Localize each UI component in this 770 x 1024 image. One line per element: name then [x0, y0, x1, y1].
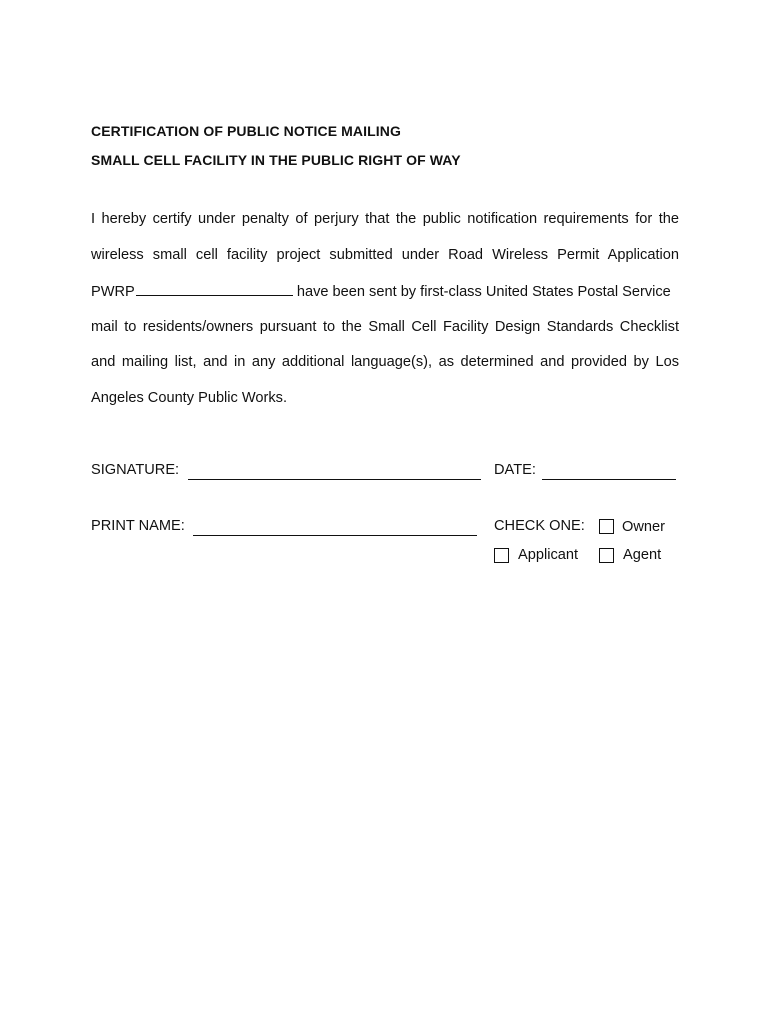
paragraph-line-permit: [91, 281, 679, 302]
print-name-label: PRINT NAME:: [91, 518, 185, 534]
paragraph-line: wireless small cell facility project submitted under Road Wireless Permit Application: [91, 247, 679, 263]
permit-prefix: PWRP: [91, 284, 135, 300]
paragraph-line: and mailing list, and in any additional language(s), as determined and provided by Los: [91, 354, 679, 370]
agent-checkbox[interactable]: [599, 548, 614, 563]
signature-field[interactable]: [188, 479, 481, 480]
paragraph-line: Angeles County Public Works.: [91, 390, 288, 406]
date-field[interactable]: [542, 479, 676, 480]
document-subtitle: SMALL CELL FACILITY IN THE PUBLIC RIGHT OF WAY: [91, 152, 461, 168]
applicant-checkbox[interactable]: [494, 548, 509, 563]
paragraph-text: have been sent by first-class United States Postal Service: [292, 284, 671, 300]
applicant-label: Applicant: [518, 547, 579, 563]
document-title: CERTIFICATION OF PUBLIC NOTICE MAILING: [91, 123, 401, 139]
paragraph-line: I hereby certify under penalty of perjury that the public notification requirements for the: [91, 211, 679, 227]
permit-number-field[interactable]: [136, 281, 293, 296]
check-one-label: CHECK ONE:: [494, 518, 585, 534]
owner-label: Owner: [622, 519, 665, 535]
paragraph-line: mail to residents/owners pursuant to the Small Cell Facility Design Standards Checklist: [91, 319, 679, 335]
agent-label: Agent: [623, 547, 662, 563]
print-name-field[interactable]: [193, 535, 477, 536]
signature-label: SIGNATURE:: [91, 462, 180, 478]
date-label: DATE:: [494, 462, 536, 478]
owner-checkbox[interactable]: [599, 519, 614, 534]
